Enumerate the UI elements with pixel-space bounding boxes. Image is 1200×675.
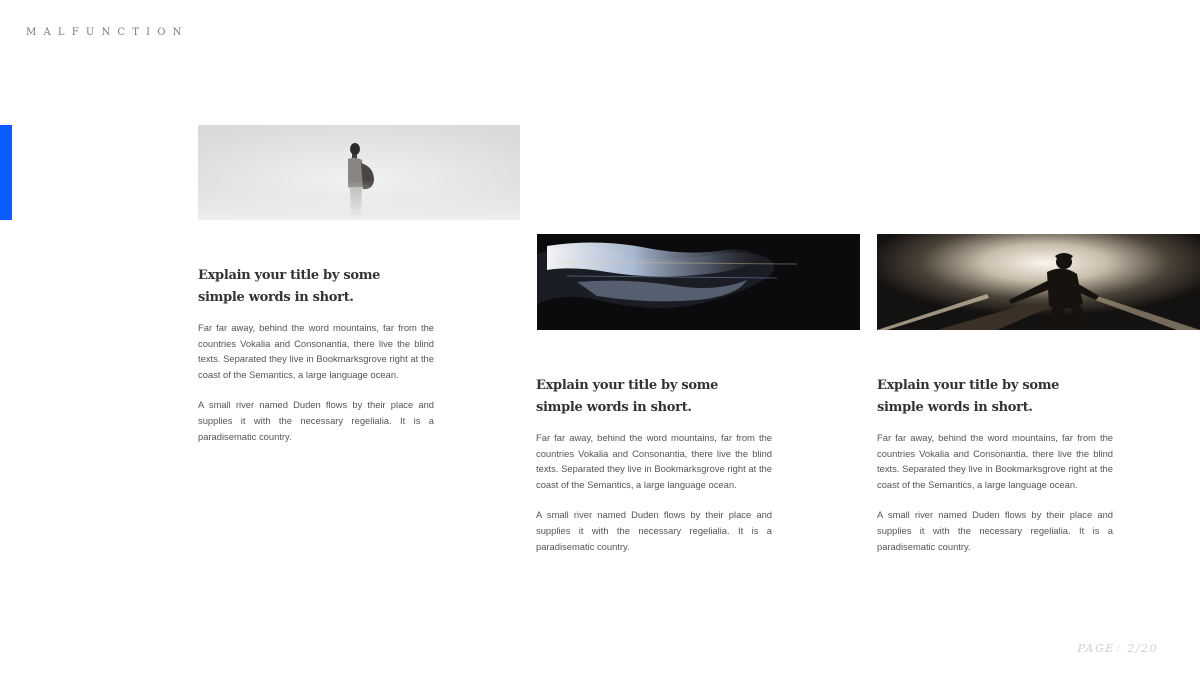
card-1-paragraph-1: Far far away, behind the word mountains, far from the countries Vokalia and Consonantia, there live the blind texts. Separated they live in Bookmarksgrove right at the coast of the Semantics, a large language ocean. (198, 322, 434, 380)
accent-bar (0, 125, 12, 220)
card-3-title: Explain your title by some simple words in short. (877, 378, 1060, 415)
fog-person-photo (198, 125, 520, 220)
card-3-text (877, 375, 1113, 554)
card-2-title: Explain your title by some simple words in short. (536, 378, 719, 415)
card-3-paragraph-1: Far far away, behind the word mountains, far from the countries Vokalia and Consonantia, there live the blind texts. Separated they live in Bookmarksgrove right at the coast of the Semantics, a large language ocean. (877, 432, 1113, 490)
card-1-text (198, 265, 434, 444)
card-3-paragraph-2: A small river named Duden flows by their place and supplies it with the necessary regelialia. It is a paradisematic country. (877, 509, 1113, 552)
card-2-paragraph-1: Far far away, behind the word mountains, far from the countries Vokalia and Consonantia, there live the blind texts. Separated they live in Bookmarksgrove right at the coast of the Semantics, a large language ocean. (536, 432, 772, 490)
card-2-text (536, 375, 772, 554)
card-1-title: Explain your title by some simple words in short. (198, 268, 381, 305)
glitch-streak-photo (537, 234, 860, 330)
card-2-paragraph-2: A small river named Duden flows by their place and supplies it with the necessary regelialia. It is a paradisematic country. (536, 509, 772, 552)
card-3-image (877, 234, 1200, 330)
card-1-image (198, 125, 520, 220)
tunnel-silhouette-photo (877, 234, 1200, 330)
brand-logo-text: MALFUNCTION (26, 27, 189, 38)
card-1-paragraph-2: A small river named Duden flows by their place and supplies it with the necessary regelialia. It is a paradisematic country. (198, 399, 434, 442)
page-number: PAGE：2/20 (1077, 642, 1158, 655)
card-2-image (537, 234, 860, 330)
